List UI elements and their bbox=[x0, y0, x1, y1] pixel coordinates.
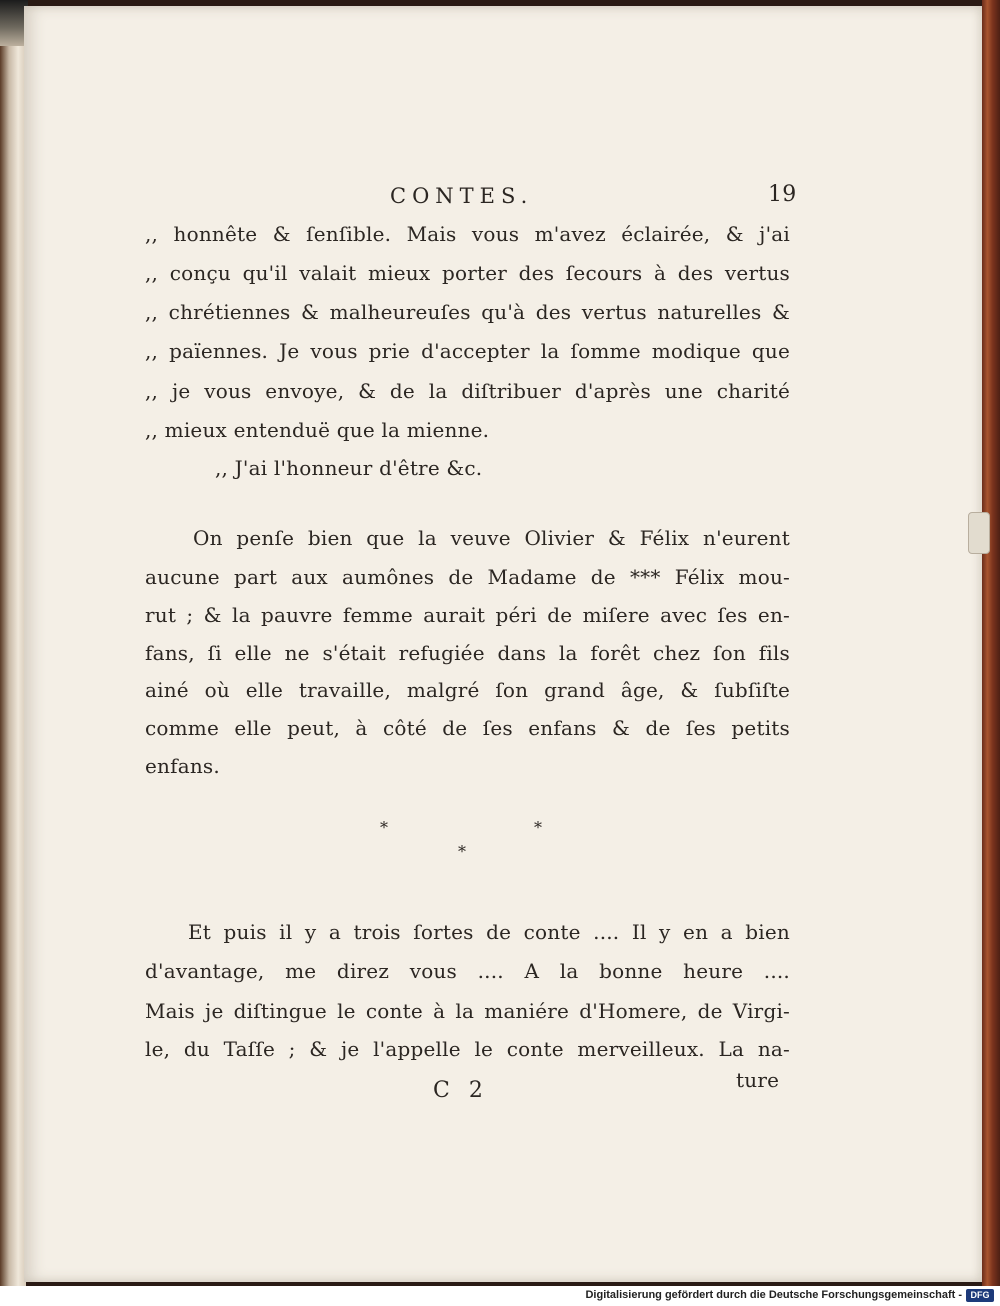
page-number: 19 bbox=[768, 182, 797, 207]
text-line: ,, mieux entenduë que la mienne. bbox=[145, 418, 490, 442]
left-page-edge bbox=[0, 0, 26, 1286]
asterism-star: * bbox=[458, 842, 467, 861]
page-tab-marker bbox=[968, 512, 990, 554]
text-line: ,, conçu qu'il valait mieux porter des ſecours à des vertus bbox=[145, 261, 790, 285]
dfg-logo: DFG bbox=[966, 1289, 994, 1302]
text-line: ,, chrétiennes & malheureuſes qu'à des vertus naturelles & bbox=[145, 300, 790, 324]
text-line: d'avantage, me direz vous .... A la bonne heure .... bbox=[145, 959, 790, 983]
signature-mark: C 2 bbox=[433, 1078, 489, 1103]
text-line: rut ; & la pauvre femme aurait péri de miſere avec ſes en- bbox=[145, 603, 790, 627]
book-cover-edge bbox=[982, 0, 1000, 1286]
catchword: ture bbox=[736, 1068, 780, 1092]
text-line: enfans. bbox=[145, 754, 220, 778]
text-line: Et puis il y a trois ſortes de conte .... Il y en a bien bbox=[188, 920, 790, 944]
text-line: ainé où elle travaille, malgré ſon grand âge, & ſubſiſte bbox=[145, 678, 790, 702]
asterism-star: * bbox=[380, 818, 389, 837]
digitization-footer bbox=[0, 1286, 1000, 1306]
asterism-star: * bbox=[534, 818, 543, 837]
text-line: aucune part aux aumônes de Madame de *** Félix mou- bbox=[145, 565, 790, 589]
funding-credit: Digitalisierung gefördert durch die Deutsche Forschungsgemeinschaft - bbox=[585, 1289, 962, 1301]
text-line: ,, je vous envoye, & de la diſtribuer d'après une charité bbox=[145, 379, 790, 403]
text-line: comme elle peut, à côté de ſes enfans & de ſes petits bbox=[145, 716, 790, 740]
running-title: CONTES. bbox=[390, 184, 534, 208]
text-line: Mais je diſtingue le conte à la maniére d'Homere, de Virgi- bbox=[145, 999, 790, 1023]
text-line: le, du Taſſe ; & je l'appelle le conte merveilleux. La na- bbox=[145, 1037, 790, 1061]
text-line: fans, ſi elle ne s'était refugiée dans la forêt chez ſon fils bbox=[145, 641, 790, 665]
text-line: On penſe bien que la veuve Olivier & Félix n'eurent bbox=[193, 526, 790, 550]
text-line: ,, honnête & ſenſible. Mais vous m'avez éclairée, & j'ai bbox=[145, 222, 790, 246]
text-line: ,, J'ai l'honneur d'être &c. bbox=[215, 456, 483, 480]
text-line: ,, païennes. Je vous prie d'accepter la ſomme modique que bbox=[145, 339, 790, 363]
